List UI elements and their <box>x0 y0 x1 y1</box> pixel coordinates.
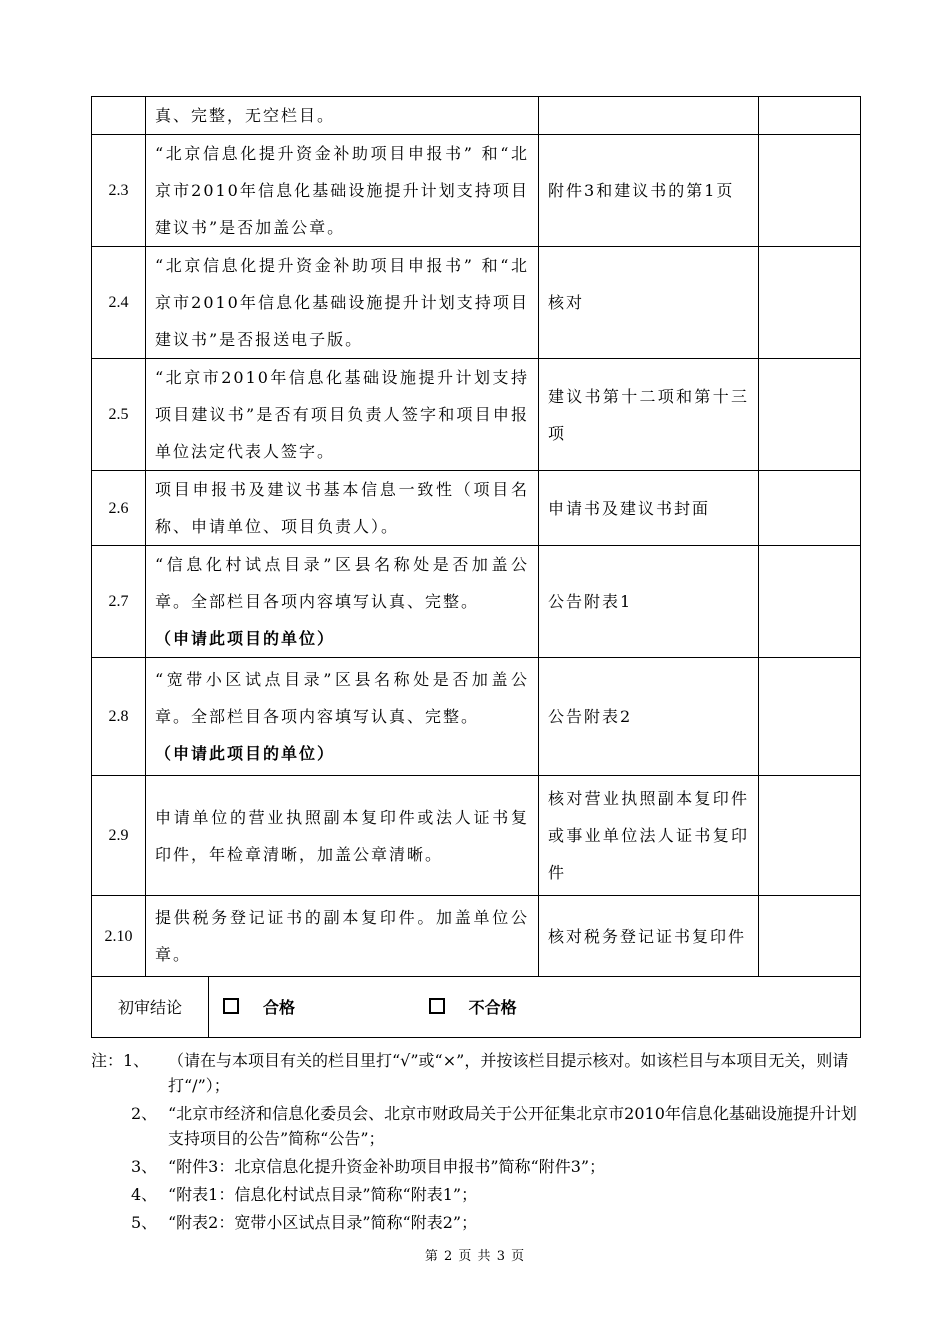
requirement-cell <box>146 546 539 658</box>
conclusion-row <box>92 977 861 1038</box>
note-item <box>91 1210 866 1235</box>
row-number: 2.10 <box>92 896 146 977</box>
row-number <box>92 97 146 135</box>
result-cell <box>759 247 861 359</box>
result-cell <box>759 471 861 546</box>
table-row <box>92 359 861 471</box>
requirement-cell: “北京市2010年信息化基础设施提升计划支持项目建议书”是否有项目负责人签字和项目申报单位法定代表人签字。 <box>146 359 539 471</box>
row-number: 2.8 <box>92 658 146 776</box>
note-item <box>91 1048 866 1098</box>
row-number: 2.5 <box>92 359 146 471</box>
check-method-cell: 核对 <box>539 247 759 359</box>
note-prefix: 2、 <box>131 1104 158 1123</box>
fail-option[interactable] <box>429 989 517 1026</box>
note-text: “附表1：信息化村试点目录”简称“附表1”； <box>168 1185 478 1204</box>
review-table <box>91 96 861 1038</box>
notes-section <box>91 1048 866 1238</box>
result-cell <box>759 359 861 471</box>
requirement-cell: 提供税务登记证书的副本复印件。加盖单位公章。 <box>146 896 539 977</box>
row-number: 2.3 <box>92 135 146 247</box>
table-row <box>92 97 861 135</box>
pass-label: 合格 <box>263 997 296 1017</box>
result-cell <box>759 135 861 247</box>
note-prefix: 4、 <box>131 1185 158 1204</box>
note-item <box>91 1101 866 1151</box>
check-method-cell: 申请书及建议书封面 <box>539 471 759 546</box>
note-item <box>91 1154 866 1179</box>
conclusion-label: 初审结论 <box>92 977 209 1038</box>
table-row <box>92 546 861 658</box>
table-row <box>92 471 861 546</box>
check-method-cell: 核对营业执照副本复印件或事业单位法人证书复印件 <box>539 776 759 896</box>
note-item <box>91 1182 866 1207</box>
requirement-cell <box>146 658 539 776</box>
check-method-cell: 核对税务登记证书复印件 <box>539 896 759 977</box>
check-method-cell: 公告附表1 <box>539 546 759 658</box>
fail-label: 不合格 <box>468 997 517 1017</box>
requirement-cell: “北京信息化提升资金补助项目申报书” 和“北京市2010年信息化基础设施提升计划支持项目建议书”是否报送电子版。 <box>146 247 539 359</box>
note-text: “北京市经济和信息化委员会、北京市财政局关于公开征集北京市2010年信息化基础设施提升计划支持项目的公告”简称“公告”； <box>168 1104 857 1148</box>
fail-checkbox[interactable] <box>429 998 445 1014</box>
requirement-cell: 真、完整，无空栏目。 <box>146 97 539 135</box>
row-number: 2.9 <box>92 776 146 896</box>
requirement-cell: “北京信息化提升资金补助项目申报书” 和“北京市2010年信息化基础设施提升计划支持项目建议书”是否加盖公章。 <box>146 135 539 247</box>
table-row <box>92 776 861 896</box>
requirement-cell: 申请单位的营业执照副本复印件或法人证书复印件，年检章清晰，加盖公章清晰。 <box>146 776 539 896</box>
note-text: “附件3：北京信息化提升资金补助项目申报书”简称“附件3”； <box>168 1157 606 1176</box>
page-footer: 第 2 页 共 3 页 <box>424 1249 526 1264</box>
result-cell <box>759 896 861 977</box>
table-row <box>92 135 861 247</box>
requirement-cell: 项目申报书及建议书基本信息一致性（项目名称、申请单位、项目负责人）。 <box>146 471 539 546</box>
check-method-cell: 公告附表2 <box>539 658 759 776</box>
row-number: 2.4 <box>92 247 146 359</box>
row-number: 2.7 <box>92 546 146 658</box>
pass-checkbox[interactable] <box>223 998 239 1014</box>
check-method-cell: 附件3和建议书的第1页 <box>539 135 759 247</box>
check-method-cell <box>539 97 759 135</box>
check-method-cell: 建议书第十二项和第十三项 <box>539 359 759 471</box>
note-prefix: 5、 <box>131 1213 158 1232</box>
result-cell <box>759 658 861 776</box>
row-number: 2.6 <box>92 471 146 546</box>
requirement-note: （申请此项目的单位） <box>155 629 336 648</box>
conclusion-options <box>209 977 861 1038</box>
table-row <box>92 247 861 359</box>
pass-option[interactable] <box>223 989 295 1026</box>
result-cell <box>759 97 861 135</box>
note-text: （请在与本项目有关的栏目里打“√”或“×”，并按该栏目提示核对。如该栏目与本项目无关，则请打“/”）； <box>168 1051 849 1095</box>
note-prefix: 注：1、 <box>91 1051 150 1070</box>
note-prefix: 3、 <box>131 1157 158 1176</box>
requirement-text: “宽带小区试点目录”区县名称处是否加盖公章。全部栏目各项内容填写认真、完整。 <box>155 670 530 726</box>
note-text: “附表2：宽带小区试点目录”简称“附表2”； <box>168 1213 478 1232</box>
table-row <box>92 896 861 977</box>
result-cell <box>759 546 861 658</box>
requirement-text: “信息化村试点目录”区县名称处是否加盖公章。全部栏目各项内容填写认真、完整。 <box>155 555 530 611</box>
requirement-note: （申请此项目的单位） <box>155 744 336 763</box>
table-row <box>92 658 861 776</box>
result-cell <box>759 776 861 896</box>
